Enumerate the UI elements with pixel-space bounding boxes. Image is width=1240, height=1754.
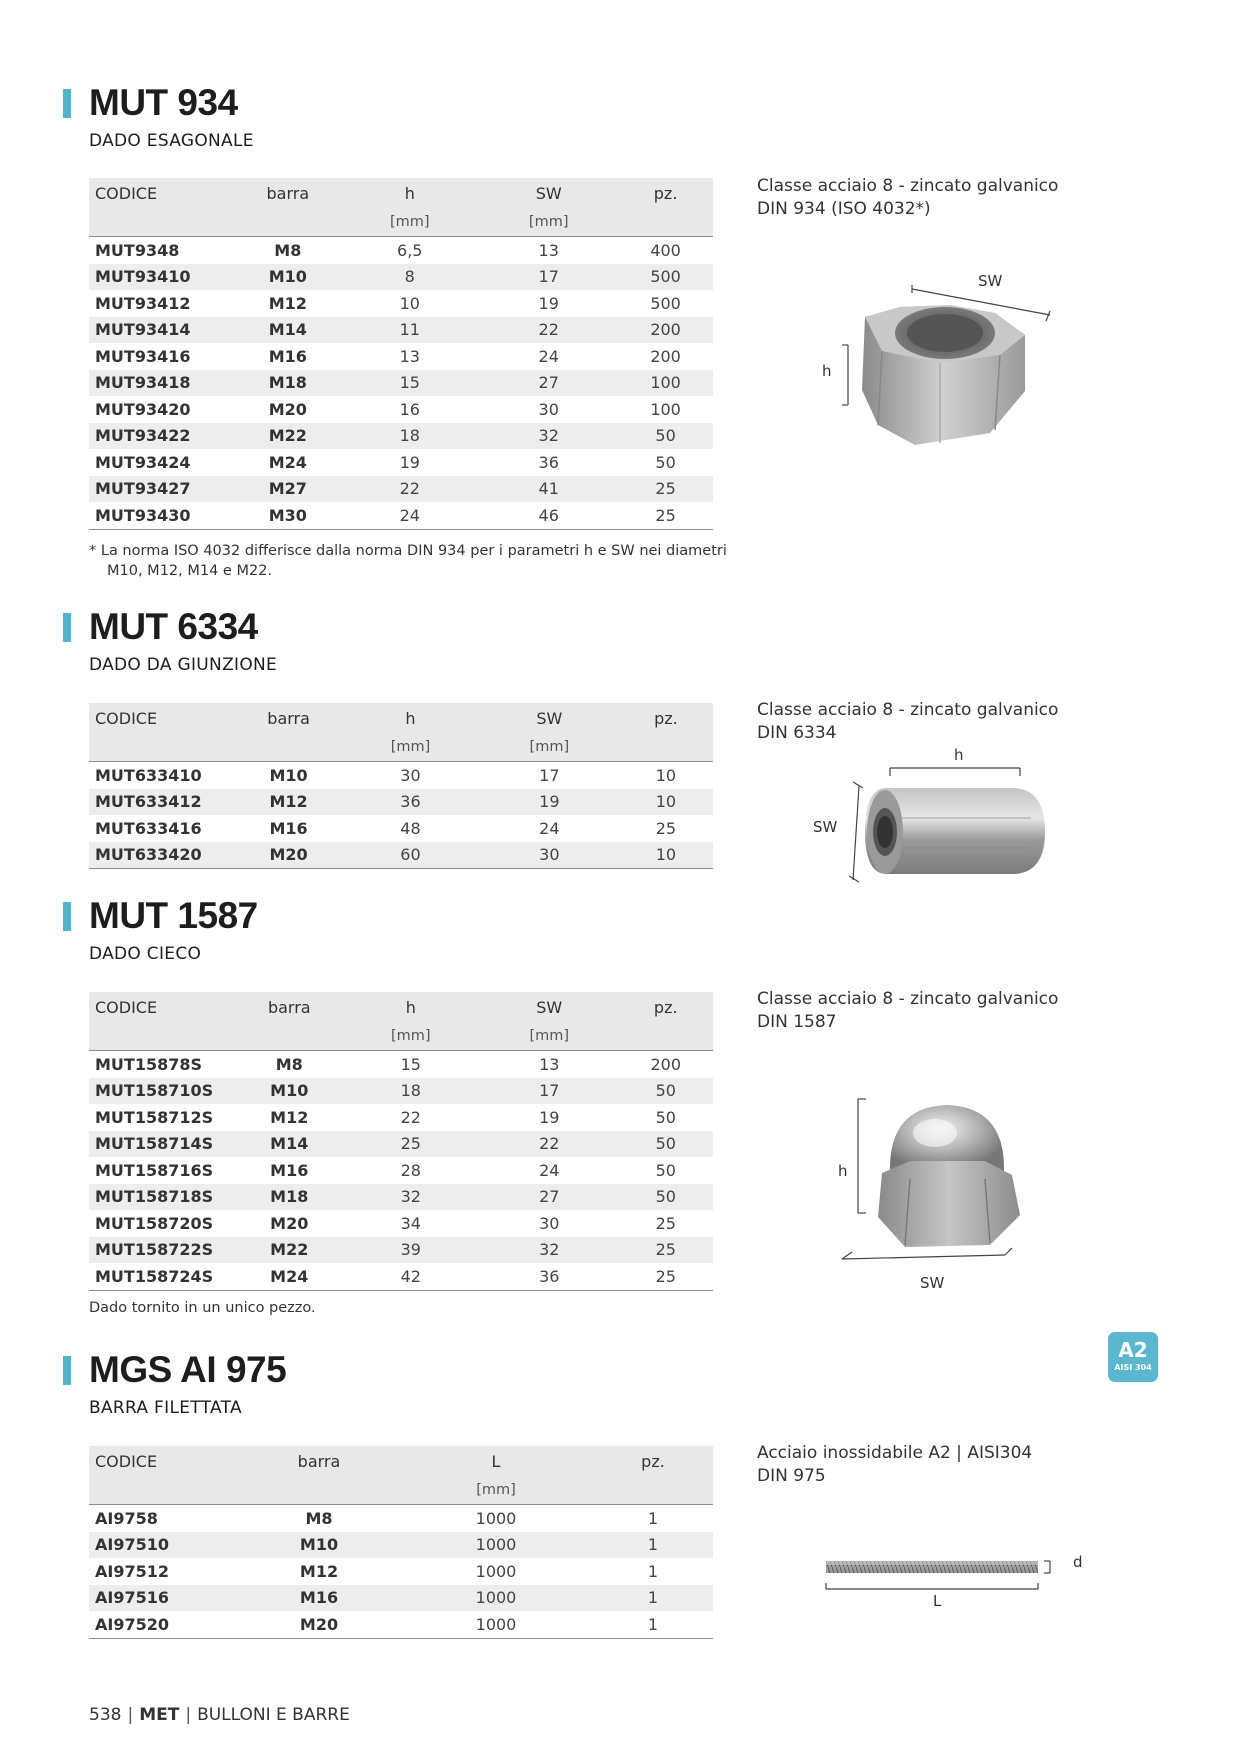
table-units-row: [89, 208, 713, 237]
section-subtitle: BARRA FILETTATA: [89, 1398, 242, 1418]
unit-h: [mm]: [340, 208, 479, 237]
table-row: MUT93410 M10 8 17 500: [89, 264, 713, 291]
header-sw: SW: [480, 703, 619, 733]
spec-table: [89, 992, 713, 1291]
cap-nut-image: [840, 1095, 1040, 1280]
header-h: h: [340, 178, 479, 208]
dimension-label-sw: SW: [978, 272, 1003, 290]
table-row: MUT633412 M12 36 19 10: [89, 789, 713, 816]
table-row: AI9758 M8 1000 1: [95, 1508, 659, 1528]
section-marker: [63, 902, 71, 931]
threaded-rod-image: [820, 1555, 1070, 1610]
table-row: MUT93427 M27 22 41 25: [89, 476, 713, 503]
table-header-row: [89, 992, 713, 1022]
dimension-label-sw: SW: [813, 818, 838, 836]
table-row: MUT93414 M14 11 22 200: [89, 317, 713, 344]
table-row: MUT15878S M8 15 13 200: [95, 1054, 682, 1074]
section-marker: [63, 1356, 71, 1385]
table-row: MUT93418 M18 15 27 100: [89, 370, 713, 397]
coupling-nut-image: [845, 760, 1055, 885]
header-sw: SW: [480, 992, 618, 1022]
table-row: MUT633416 M16 48 24 25: [95, 818, 677, 838]
unit-h: [mm]: [342, 1022, 480, 1051]
header-h: h: [342, 992, 480, 1022]
table-row: MUT158718S M18 32 27 50: [89, 1184, 713, 1211]
header-sw: SW: [479, 178, 618, 208]
header-codice: CODICE: [89, 703, 236, 733]
table-row: MUT158714S M14 25 22 50: [89, 1131, 713, 1158]
section-subtitle: DADO DA GIUNZIONE: [89, 655, 278, 675]
spec-table: [89, 703, 713, 869]
table-row: AI97516 M16 1000 1: [89, 1585, 713, 1612]
dimension-label-d: d: [1073, 1553, 1083, 1571]
unit-sw: [mm]: [479, 208, 618, 237]
header-pz: pz.: [593, 1446, 713, 1476]
dimension-label-h: h: [838, 1162, 848, 1180]
table-row: MUT158722S M22 39 32 25: [89, 1237, 713, 1264]
table-row: MUT633420 M20 60 30 10: [89, 842, 713, 869]
header-codice: CODICE: [89, 1446, 239, 1476]
unit-l: [mm]: [399, 1476, 593, 1505]
section-subtitle: DADO ESAGONALE: [89, 131, 254, 151]
spec-table: [89, 1446, 713, 1639]
table-row: MUT93412 M12 10 19 500: [95, 293, 681, 313]
table-footnote: * La norma ISO 4032 differisce dalla norma DIN 934 per i parametri h e SW nei diametri M10, M12, M14 e M22.: [89, 543, 727, 579]
header-barra: barra: [236, 703, 341, 733]
header-pz: pz.: [619, 703, 713, 733]
dimension-label-l: L: [933, 1592, 942, 1610]
table-header-row: [89, 178, 713, 208]
material-badge: [1108, 1332, 1158, 1382]
section-marker: [63, 613, 71, 642]
table-units-row: [89, 733, 713, 762]
product-description: Acciaio inossidabile A2 | AISI304 DIN 975: [757, 1443, 1033, 1486]
header-pz: pz.: [618, 178, 713, 208]
header-pz: pz.: [618, 992, 713, 1022]
table-row: MUT93422 M22 18 32 50: [89, 423, 713, 450]
section-marker: [63, 89, 71, 118]
header-barra: barra: [237, 992, 342, 1022]
header-h: h: [341, 703, 480, 733]
footer-section: MET: [139, 1705, 180, 1725]
product-description: Classe acciaio 8 - zincato galvanico DIN 1587: [757, 989, 1059, 1032]
table-units-row: [89, 1022, 713, 1051]
table-row: MUT158720S M20 34 30 25: [95, 1213, 676, 1233]
header-barra: barra: [235, 178, 340, 208]
table-row: MUT158710S M10 18 17 50: [89, 1078, 713, 1105]
header-codice: CODICE: [89, 178, 235, 208]
table-row: MUT158724S M24 42 36 25: [89, 1263, 713, 1290]
section-subtitle: DADO CIECO: [89, 944, 202, 964]
product-description: Classe acciaio 8 - zincato galvanico DIN 6334: [757, 700, 1059, 743]
footer-chapter: BULLONI E BARRE: [197, 1705, 350, 1725]
dimension-label-h: h: [954, 746, 964, 764]
table-row: MUT93430 M30 24 46 25: [89, 502, 713, 529]
table-row: MUT93416 M16 13 24 200: [95, 346, 681, 366]
page-footer: 538 | MET | BULLONI E BARRE: [89, 1705, 350, 1725]
table-row: AI97510 M10 1000 1: [89, 1532, 713, 1559]
table-row: AI97512 M12 1000 1: [95, 1561, 659, 1581]
badge-main: A2: [1118, 1338, 1148, 1362]
badge-sub: AISI 304: [1114, 1363, 1152, 1372]
dimension-label-h: h: [822, 362, 832, 380]
header-codice: CODICE: [89, 992, 237, 1022]
page-number: 538: [89, 1705, 122, 1725]
table-row: MUT158712S M12 22 19 50: [95, 1107, 676, 1127]
spec-table: [89, 178, 713, 530]
product-description: Classe acciaio 8 - zincato galvanico DIN 934 (ISO 4032*): [757, 176, 1059, 219]
section-title: MUT 934: [89, 82, 238, 123]
header-l: L: [399, 1446, 593, 1476]
table-footnote: Dado tornito in un unico pezzo.: [89, 1300, 316, 1316]
table-row: MUT93420 M20 16 30 100: [95, 399, 681, 419]
hex-nut-image: [820, 265, 1060, 455]
table-row: MUT9348 M8 6,5 13 400: [95, 240, 681, 260]
section-title: MGS AI 975: [89, 1349, 287, 1390]
header-barra: barra: [239, 1446, 399, 1476]
section-title: MUT 1587: [89, 895, 258, 936]
table-header-row: [89, 703, 713, 733]
table-units-row: [89, 1476, 713, 1505]
table-header-row: [89, 1446, 713, 1476]
unit-sw: [mm]: [480, 1022, 618, 1051]
section-title: MUT 6334: [89, 606, 258, 647]
unit-h: [mm]: [341, 733, 480, 762]
table-row: MUT633410 M10 30 17 10: [95, 765, 677, 785]
table-row: AI97520 M20 1000 1: [89, 1611, 713, 1638]
table-row: MUT158716S M16 28 24 50: [95, 1160, 676, 1180]
dimension-label-sw: SW: [920, 1274, 945, 1292]
table-row: MUT93424 M24 19 36 50: [95, 452, 676, 472]
unit-sw: [mm]: [480, 733, 619, 762]
